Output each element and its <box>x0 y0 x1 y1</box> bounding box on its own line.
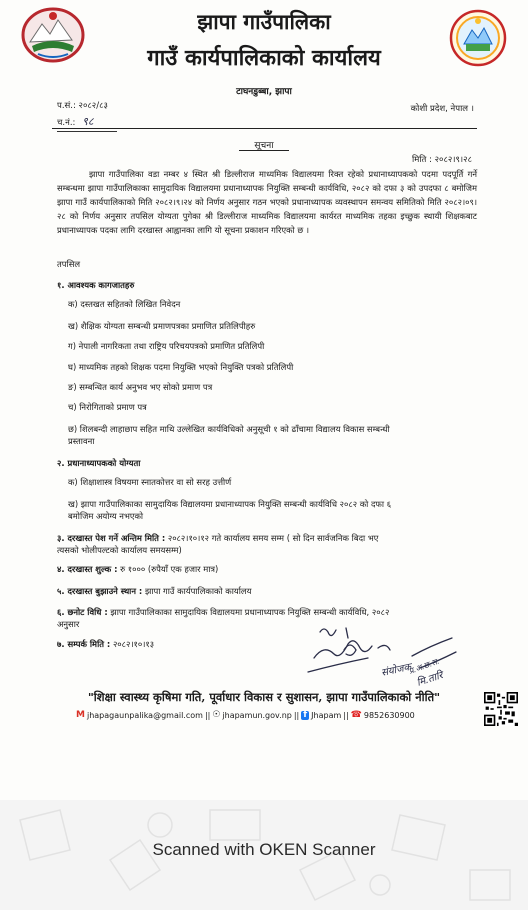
section-6-selection <box>57 606 389 618</box>
qualification-item: क) शिक्षाशास्त्र विषयमा स्नातकोत्तर वा सो सरह उत्तीर्ण <box>68 477 232 487</box>
signatory-date-note: मि.तारि <box>415 670 445 689</box>
document-item: क) दस्तखत सहितको लिखित निवेदन <box>68 299 181 309</box>
scanner-watermark-band <box>0 800 528 910</box>
document-item: च) निरोगिताको प्रमाण पत्र <box>68 402 147 412</box>
dispatch-number-value: ९८ <box>82 115 94 128</box>
section-3-deadline <box>57 532 378 544</box>
document-item: छ) शिलबन्दी लाहाछाप सहित माथि उल्लेखित कार्यविधिको अनुसूची १ को ढाँचामा विद्यालय विकास सम्बन्धी <box>68 424 390 434</box>
subject-underline <box>239 150 289 151</box>
header-divider <box>52 128 477 129</box>
section-2-title: २. प्रधानाध्यापकको योग्यता <box>57 458 141 468</box>
contact-website[interactable]: jhapamun.gov.np <box>222 711 292 720</box>
notice-date: मिति : २०८२।९।२८ <box>412 155 472 165</box>
deadline-label: ३. दरखास्त पेश गर्ने अन्तिम मिति : <box>57 533 166 543</box>
signatory-title: संयोजक <box>380 661 413 679</box>
dispatch-number-label: च.नं.: <box>57 118 76 128</box>
mail-icon: M <box>76 710 85 720</box>
deadline-value-continued: त्यसको भोलीपल्टको कार्यालय समयसम्म) <box>57 545 182 555</box>
fee-value: रु १००० (रुपैयाँ एक हजार मात्र) <box>120 564 219 574</box>
separator: || <box>343 711 349 720</box>
qualification-item: ख) झापा गाउँपालिकाका सामुदायिक विद्यालयमा प्रधानाध्यापक नियुक्ति सम्बन्धी कार्यविधि २०८२ को दफा ६ <box>68 499 392 509</box>
separator: || <box>204 711 211 720</box>
document-item: ख) शैक्षिक योग्यता सम्बन्धी प्रमाणपत्रका प्रमाणित प्रतिलिपीहरु <box>68 321 256 331</box>
dispatch-underline <box>57 131 117 132</box>
section-5-location <box>57 585 251 597</box>
contact-date-label: ७. सम्पर्क मिति : <box>57 639 111 649</box>
globe-icon: ☉ <box>212 710 221 720</box>
fee-label: ४. दरखास्त शुल्क : <box>57 564 118 574</box>
location-value: झापा गाउँ कार्यपालिकाको कार्यालय <box>144 586 252 596</box>
location-label: ५. दरखास्त बुझाउने स्थान : <box>57 586 143 596</box>
facebook-icon: f <box>303 710 308 720</box>
office-address: टाघनडुब्बा, झापा <box>236 87 292 97</box>
notice-subject: सूचना <box>254 141 274 151</box>
document-item: घ) माध्यमिक तहको शिक्षक पदमा नियुक्ति भएको नियुक्ति पत्रको प्रतिलिपी <box>68 362 294 372</box>
qualification-item-continued: बमोजिम अयोग्य नभएको <box>68 511 144 521</box>
document-item: ङ) सम्बन्धित कार्य अनुभव भए सोको प्रमाण पत्र <box>68 382 213 392</box>
office-name: झापा गाउँपालिका <box>197 10 331 34</box>
tapsil-heading: तपसिल <box>57 259 81 269</box>
handwritten-signatures <box>300 620 470 690</box>
deadline-value: २०८२।१०।१२ गते कार्यालय समय सम्म ( सो दिन सार्वजनिक बिदा भए <box>167 533 379 543</box>
contact-info <box>76 711 415 720</box>
phone-icon: ☎ <box>350 710 362 720</box>
contact-date-value: २०८२।१०।१३ <box>112 639 155 649</box>
selection-value: झापा गाउँपालिकाका सामुदायिक विद्यालयमा प्रधानाध्यापक नियुक्ति सम्बन्धी कार्यविधि, २०८२ <box>110 607 390 617</box>
province-name: कोशी प्रदेश, नेपाल । <box>410 104 474 114</box>
dispatch-number <box>57 114 94 129</box>
contact-phone[interactable]: 9852630900 <box>363 711 415 720</box>
section-4-fee <box>57 563 218 575</box>
municipality-slogan: "शिक्षा स्वास्थ्य कृषिमा गति, पूर्वाधार विकास र सुशासन, झापा गाउँपालिकाको नीति" <box>87 690 441 704</box>
signatory-designation: प्र.अ.छ.स. <box>407 656 441 676</box>
reference-number: प.सं.: २०८२/८३ <box>57 101 108 111</box>
separator: || <box>293 711 300 720</box>
section-1-title: १. आवश्यक कागजातहरु <box>57 280 135 290</box>
selection-label: ६. छनोट विधि : <box>57 607 108 617</box>
section-7-contact-date <box>57 638 154 650</box>
selection-value-continued: अनुसार <box>57 619 80 629</box>
office-title: गाउँ कार्यपालिकाको कार्यालय <box>147 46 381 71</box>
contact-email[interactable]: jhapagaunpalika@gmail.com <box>86 711 203 720</box>
scanner-watermark-text: Scanned with OKEN Scanner <box>152 840 376 859</box>
document-item: ग) नेपाली नागरिकता तथा राष्ट्रिय परिचयपत्रको प्रमाणित प्रतिलिपी <box>68 341 265 351</box>
notice-body: झापा गाउँपालिका वडा नम्बर ४ स्थित श्री डिल्लीराज माध्यमिक विद्यालयमा रिक्त रहेको प्रधानाध्यापकको पदमा पदपूर्ति गर्ने सम्बन्धमा झापा गाउँपालिकाका सामुदायिक विद्यालयमा प्रधानाध्यापक नियुक्ति सम्बन्धी कार्यविधि, २०८२ को दफा ३ को उपदफा ८ बमोजिम झापा गाउँ कार्यपालिकाको मिति २०८२।९।२४ को निर्णय अनुसार गठन भएको प्रधानाध्यापक व्यवस्थापन समन्वय समितिको मिति २०८२।०९।२८ को निर्णय अनुसार तपसिल योग्यता पुगेका श्री डिल्लीराज माध्यमिक विद्यालयमा कार्यरत माध्यमिक तहका इच्छुक स्थायी शिक्षकबाट प्रधानाध्यापक पदका लागि दरखास्त आह्वानका लागि यो सूचना प्रकाशन गरिएको छ । <box>57 169 477 235</box>
contact-facebook[interactable]: Jhapam <box>311 711 342 720</box>
document-item-continued: प्रस्तावना <box>68 436 95 446</box>
qr-code-icon <box>484 692 518 726</box>
